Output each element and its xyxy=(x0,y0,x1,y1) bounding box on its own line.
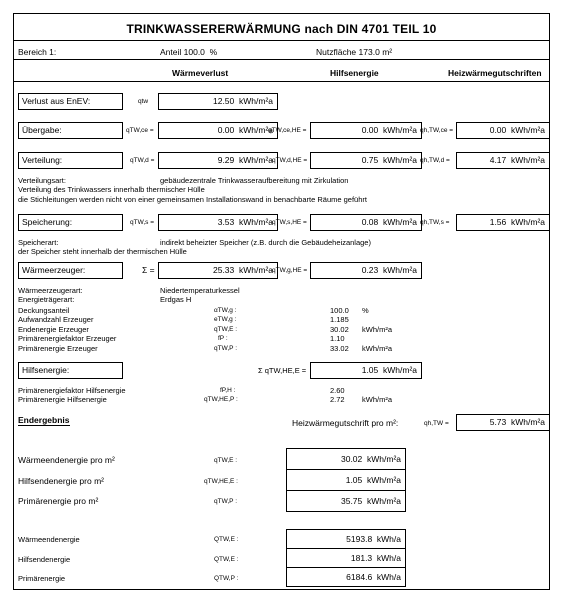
hilfs-detail-value: 2.72 xyxy=(330,395,345,404)
result-sym: qTW,E : xyxy=(214,457,238,464)
bereich-divider xyxy=(13,59,550,60)
unit: kWh/a xyxy=(376,534,401,544)
waermeerzeuger-label-box: Wärmeerzeuger: xyxy=(18,262,123,279)
verlust-sym: qtw xyxy=(138,98,149,105)
verlust-label-box: Verlust aus EnEV: xyxy=(18,93,123,110)
waermeerzeuger-sym1: Σ = xyxy=(142,265,155,275)
detail-value: 1.185 xyxy=(330,315,349,324)
detail-label: Aufwandzahl Erzeuger xyxy=(18,315,94,324)
result-sym: qTW,P : xyxy=(214,498,237,505)
detail-unit: kWh/m²a xyxy=(362,325,392,334)
unit: kWh/m²a xyxy=(239,96,273,106)
total-sym: QTW,E : xyxy=(214,536,239,543)
nutzflaeche xyxy=(316,47,392,57)
anteil-label: Anteil xyxy=(160,47,182,57)
hilfs-detail-label: Primärenergie Hilfsenergie xyxy=(18,395,107,404)
total-value: 6184.6 xyxy=(346,572,373,582)
hilfsenergie-value: 1.05 xyxy=(361,365,379,375)
result-value-box xyxy=(286,448,406,470)
total-label: Wärmeendenergie xyxy=(18,535,80,544)
result-label: Wärmeendenergie pro m² xyxy=(18,455,115,465)
uebergabe-sym2: qTW,ce,HE = xyxy=(268,127,307,134)
total-value-box xyxy=(286,529,406,549)
detail-value: 100.0 xyxy=(330,306,349,315)
unit: kWh/m²a xyxy=(383,217,417,227)
total-label: Hilfsendenergie xyxy=(18,555,71,564)
unit: kWh/m²a xyxy=(511,417,545,427)
col-hilfsenergie: Hilfsenergie xyxy=(330,68,379,78)
unit: kWh/m²a xyxy=(511,155,545,165)
nutzflaeche-value: 173.0 xyxy=(358,47,380,57)
total-sym: QTW,E : xyxy=(214,556,239,563)
gutschrift-value-box xyxy=(456,414,550,431)
verlust-value-box xyxy=(158,93,278,110)
energietraeger-value: Erdgas H xyxy=(160,295,192,304)
verteilungsart-label: Verteilungsart: xyxy=(18,176,66,185)
hilfs-detail-label: Primärenergiefaktor Hilfsenergie xyxy=(18,386,126,395)
verteilung-label-box: Verteilung: xyxy=(18,152,123,169)
verteilung-sym1: qTW,d = xyxy=(130,157,155,164)
unit: kWh/m²a xyxy=(383,125,417,135)
unit: kWh/m²a xyxy=(239,125,273,135)
unit: kWh/m²a xyxy=(239,217,273,227)
uebergabe-val3: 0.00 xyxy=(489,125,507,135)
unit: kWh/m²a xyxy=(367,454,401,464)
detail-value: 1.10 xyxy=(330,334,345,343)
detail-sym: qTW,P : xyxy=(214,345,237,352)
total-value: 5193.8 xyxy=(346,534,373,544)
unit: kWh/m²a xyxy=(383,365,417,375)
gutschrift-label: Heizwärmegutschrift pro m²: xyxy=(292,418,399,428)
result-value: 1.05 xyxy=(345,475,363,485)
speicherung-sym2: qTW,s,HE = xyxy=(272,219,307,226)
col-waermeverlust: Wärmeverlust xyxy=(172,68,229,78)
waermeerzeuger-sym2: qTW,g,HE = xyxy=(272,267,308,274)
speicherung-label-box: Speicherung: xyxy=(18,214,123,231)
speicherung-val1-box xyxy=(158,214,278,231)
total-value-box xyxy=(286,548,406,568)
hilfsenergie-label-box: Hilfsenergie: xyxy=(18,362,123,379)
hilfs-detail-sym: fP,H : xyxy=(220,387,236,394)
verteilungsart-value: gebäudezentrale Trinkwasseraufbereitung mit Zirkulation xyxy=(160,176,349,185)
speicherung-val2: 0.08 xyxy=(361,217,379,227)
detail-value: 33.02 xyxy=(330,344,349,353)
detail-label: Primärenergiefaktor Erzeuger xyxy=(18,334,117,343)
speicherung-val3-box xyxy=(456,214,550,231)
nutzflaeche-unit: m² xyxy=(382,47,393,57)
total-value: 181.3 xyxy=(350,553,373,563)
speicherart-label: Speicherart: xyxy=(18,238,59,247)
speicher-note: der Speicher steht innerhalb der thermischen Hülle xyxy=(18,247,187,256)
detail-label: Endenergie Erzeuger xyxy=(18,325,89,334)
unit: kWh/m²a xyxy=(383,155,417,165)
gutschrift-sym: qh,TW = xyxy=(424,420,449,427)
uebergabe-val3-box xyxy=(456,122,550,139)
speicherung-sym3: qh,TW,s = xyxy=(420,219,450,226)
unit: kWh/a xyxy=(376,572,401,582)
bereich-label: Bereich 1: xyxy=(18,47,57,57)
verteilung-note-1: Verteilung des Trinkwassers innerhalb thermischer Hülle xyxy=(18,185,205,194)
title-divider xyxy=(13,40,550,41)
endergebnis-underline xyxy=(18,425,70,426)
verteilung-val1: 9.29 xyxy=(217,155,235,165)
waermeerzeuger-val1: 25.33 xyxy=(212,265,235,275)
unit: kWh/m²a xyxy=(367,475,401,485)
detail-sym: qTW,E : xyxy=(214,326,238,333)
detail-sym: αTW,g : xyxy=(214,307,237,314)
verteilung-val3: 4.17 xyxy=(489,155,507,165)
col-gutschriften: Heizwärmegutschriften xyxy=(448,68,542,78)
detail-unit: kWh/m²a xyxy=(362,344,392,353)
speicherart-value: indirekt beheizter Speicher (z.B. durch die Gebäudeheizanlage) xyxy=(160,238,371,247)
hilfs-detail-sym: qTW,HE,P : xyxy=(204,396,238,403)
detail-unit: % xyxy=(362,306,369,315)
detail-label: Deckungsanteil xyxy=(18,306,70,315)
result-sym: qTW,HE,E : xyxy=(204,478,238,485)
speicherung-val2-box xyxy=(310,214,422,231)
result-label: Primärenergie pro m² xyxy=(18,496,99,506)
unit: kWh/m²a xyxy=(383,265,417,275)
detail-label: Primärenergie Erzeuger xyxy=(18,344,98,353)
result-value: 30.02 xyxy=(340,454,363,464)
result-value-box xyxy=(286,490,406,512)
hilfs-detail-unit: kWh/m²a xyxy=(362,395,392,404)
result-value-box xyxy=(286,469,406,491)
verteilung-sym2: qTW,d,HE = xyxy=(272,157,308,164)
detail-sym: eTW,g : xyxy=(214,316,237,323)
uebergabe-sym3: qh,TW,ce = xyxy=(420,127,454,134)
hilfs-detail-value: 2.60 xyxy=(330,386,345,395)
gutschrift-value: 5.73 xyxy=(489,417,507,427)
total-value-box xyxy=(286,567,406,587)
erzeugerart-value: Niedertemperaturkessel xyxy=(160,286,240,295)
unit: kWh/m²a xyxy=(239,265,273,275)
header-divider xyxy=(13,81,550,82)
waermeerzeuger-val2: 0.23 xyxy=(361,265,379,275)
uebergabe-label-box: Übergabe: xyxy=(18,122,123,139)
unit: kWh/a xyxy=(376,553,401,563)
verteilung-note-2: die Stichleitungen werden nicht von einer gemeinsamen Installationswand in benachbarte Räume geführt xyxy=(18,195,367,204)
detail-sym: fP : xyxy=(218,335,228,342)
unit: kWh/m²a xyxy=(511,217,545,227)
uebergabe-val1-box xyxy=(158,122,278,139)
uebergabe-val1: 0.00 xyxy=(217,125,235,135)
uebergabe-val2: 0.00 xyxy=(361,125,379,135)
nutzflaeche-label: Nutzfläche xyxy=(316,47,357,57)
result-value: 35.75 xyxy=(340,496,363,506)
total-label: Primärenergie xyxy=(18,574,66,583)
verteilung-val1-box xyxy=(158,152,278,169)
speicherung-val3: 1.56 xyxy=(489,217,507,227)
anteil xyxy=(160,47,217,57)
uebergabe-val2-box xyxy=(310,122,422,139)
waermeerzeuger-val1-box xyxy=(158,262,278,279)
waermeerzeuger-val2-box xyxy=(310,262,422,279)
unit: kWh/m²a xyxy=(367,496,401,506)
page-title: TRINKWASSERERWÄRMUNG nach DIN 4701 TEIL 10 xyxy=(126,22,437,36)
unit: kWh/m²a xyxy=(239,155,273,165)
verteilung-sym3: qh,TW,d = xyxy=(420,157,450,164)
speicherung-sym1: qTW,s = xyxy=(130,219,155,226)
verteilung-val2: 0.75 xyxy=(361,155,379,165)
detail-value: 30.02 xyxy=(330,325,349,334)
endergebnis-heading: Endergebnis xyxy=(18,415,70,425)
energietraeger-label: Energieträgerart: xyxy=(18,295,75,304)
anteil-unit: % xyxy=(209,47,218,57)
result-label: Hilfsendenergie pro m² xyxy=(18,476,104,486)
total-sym: QTW,P : xyxy=(214,575,239,582)
hilfsenergie-value-box xyxy=(310,362,422,379)
hilfsenergie-sym: Σ qTW,HE,E = xyxy=(258,366,307,375)
erzeugerart-label: Wärmeerzeugerart: xyxy=(18,286,83,295)
uebergabe-sym1: qTW,ce = xyxy=(126,127,154,134)
verteilung-val2-box xyxy=(310,152,422,169)
unit: kWh/m²a xyxy=(511,125,545,135)
speicherung-val1: 3.53 xyxy=(217,217,235,227)
anteil-value: 100.0 xyxy=(183,47,205,57)
verlust-value: 12.50 xyxy=(212,96,235,106)
verteilung-val3-box xyxy=(456,152,550,169)
